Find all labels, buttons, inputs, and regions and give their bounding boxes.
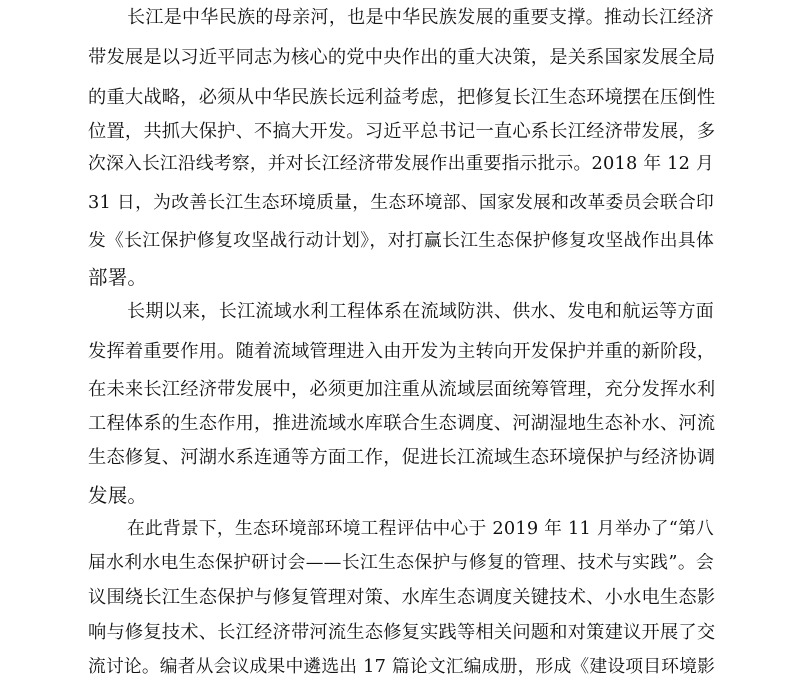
text-line: 工程体系的生态作用，推进流域水库联合生态调度、河湖湿地生态补水、河流	[88, 413, 716, 434]
text-line: 长期以来，长江流域水利工程体系在流域防洪、供水、发电和航运等方面	[127, 301, 714, 322]
text-line: 长江是中华民族的母亲河，也是中华民族发展的重要支撑。推动长江经济	[127, 7, 714, 28]
text-line: 31 日，为改善长江生态环境质量，生态环境部、国家发展和改革委员会联合印	[88, 193, 714, 213]
text-line: 流讨论。编者从会议成果中遴选出 17 篇论文汇编成册，形成《建设项目环境影	[88, 657, 716, 677]
text-line: 带发展是以习近平同志为核心的党中央作出的重大决策，是关系国家发展全局	[88, 47, 716, 68]
text-line: 发挥着重要作用。随着流域管理进入由开发为主转向开发保护并重的新阶段，	[88, 341, 716, 362]
text-line: 生态修复、河湖水系连通等方面工作，促进长江流域生态环境保护与经济协调	[88, 447, 716, 468]
text-line: 位置，共抓大保护、不搞大开发。习近平总书记一直心系长江经济带发展，多	[88, 121, 716, 142]
text-line: 在未来长江经济带发展中，必须更加注重从流域层面统筹管理，充分发挥水利	[88, 379, 716, 400]
text-line: 在此背景下，生态环境部环境工程评估中心于 2019 年 11 月举办了“第八	[127, 519, 714, 539]
text-line: 部署。	[88, 266, 148, 289]
text-line: 响与修复技术、长江经济带河流生态修复实践等相关问题和对策建议开展了交	[88, 622, 716, 643]
text-line: 发展。	[88, 484, 148, 507]
text-line: 的重大战略，必须从中华民族长远利益考虑，把修复长江生态环境摆在压倒性	[88, 87, 716, 108]
text-line: 发《长江保护修复攻坚战行动计划》，对打赢长江生态保护修复攻坚战作出具体	[88, 231, 714, 251]
text-line: 届水利水电生态保护研讨会——长江生态保护与修复的管理、技术与实践”。会	[88, 553, 714, 573]
text-line: 议围绕长江生态保护与修复管理对策、水库生态调度关键技术、小水电生态影	[88, 587, 716, 608]
text-line: 次深入长江沿线考察，并对长江经济带发展作出重要指示批示。2018 年 12 月	[88, 154, 714, 174]
